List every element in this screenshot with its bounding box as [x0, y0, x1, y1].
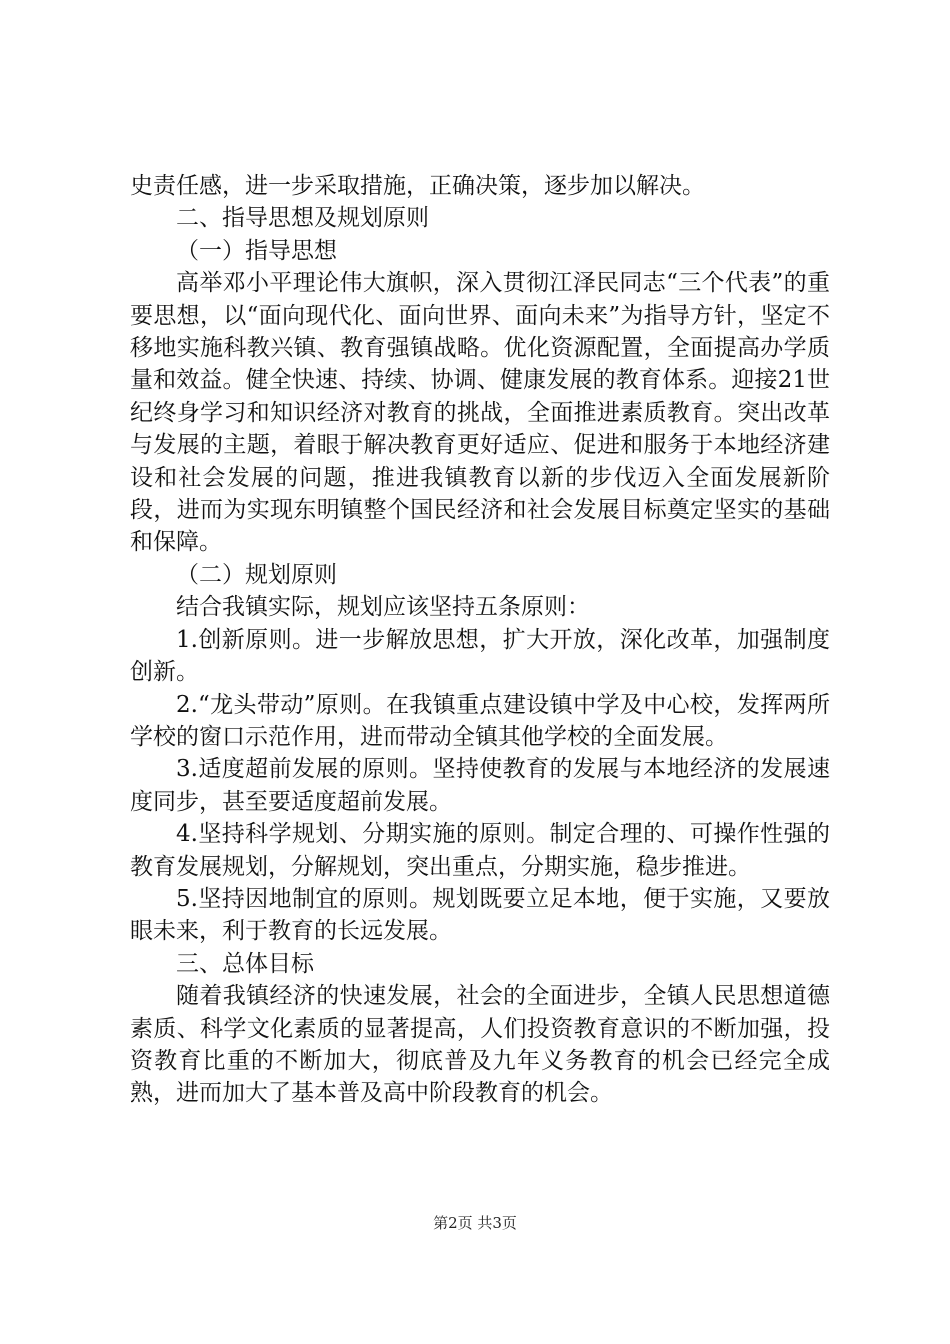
section-heading-overall-goals: 三、总体目标: [176, 950, 314, 977]
page-footer: 第2页 共3页: [433, 1214, 517, 1232]
paragraph-principles-intro: 结合我镇实际，规划应该坚持五条原则：: [176, 594, 590, 621]
principle-item-3: 3.适度超前发展的原则。坚持使教育的发展与本地经济的发展速度同步，甚至要适度超前发展。: [130, 756, 830, 815]
principle-item-5: 5.坚持因地制宜的原则。规划既要立足本地，便于实施，又要放眼未来，利于教育的长远发展。: [130, 885, 830, 945]
paragraph-continuation: 史责任感，进一步采取措施，正确决策，逐步加以解决。: [130, 173, 705, 199]
subsection-heading-guiding-thought: （一）指导思想: [176, 237, 337, 264]
principle-item-2: 2.“龙头带动”原则。在我镇重点建设镇中学及中心校，发挥两所学校的窗口示范作用，进而带动全镇其他学校的全面发展。: [130, 691, 830, 750]
subsection-heading-planning-principles: （二）规划原则: [176, 561, 337, 588]
document-body: [130, 170, 830, 1110]
section-heading-guiding-principles: 二、指导思想及规划原则: [176, 205, 429, 232]
paragraph-guiding-thought: 高举邓小平理论伟大旗帜，深入贯彻江泽民同志“三个代表”的重要思想，以“面向现代化、面向世界、面向未来”为指导方针，坚定不移地实施科教兴镇、教育强镇战略。优化资源配置，全面提高办学质量和效益。健全快速、持续、协调、健康发展的教育体系。迎接21世纪终身学习和知识经济对教育的挑战，全面推进素质教育。突出改革与发展的主题，着眼于解决教育更好适应、促进和服务于本地经济建设和社会发展的问题，推进我镇教育以新的步伐迈入全面发展新阶段，进而为实现东明镇整个国民经济和社会发展目标奠定坚实的基础和保障。: [130, 270, 830, 556]
paragraph-overall-goals: 随着我镇经济的快速发展，社会的全面进步，全镇人民思想道德素质、科学文化素质的显著提高，人们投资教育意识的不断加强，投资教育比重的不断加大，彻底普及九年义务教育的机会已经完全成熟，进而加大了基本普及高中阶段教育的机会。: [130, 983, 830, 1107]
principle-item-4: 4.坚持科学规划、分期实施的原则。制定合理的、可操作性强的教育发展规划，分解规划，突出重点，分期实施，稳步推进。: [130, 821, 830, 880]
principle-item-1: 1.创新原则。进一步解放思想，扩大开放，深化改革，加强制度创新。: [130, 626, 830, 686]
